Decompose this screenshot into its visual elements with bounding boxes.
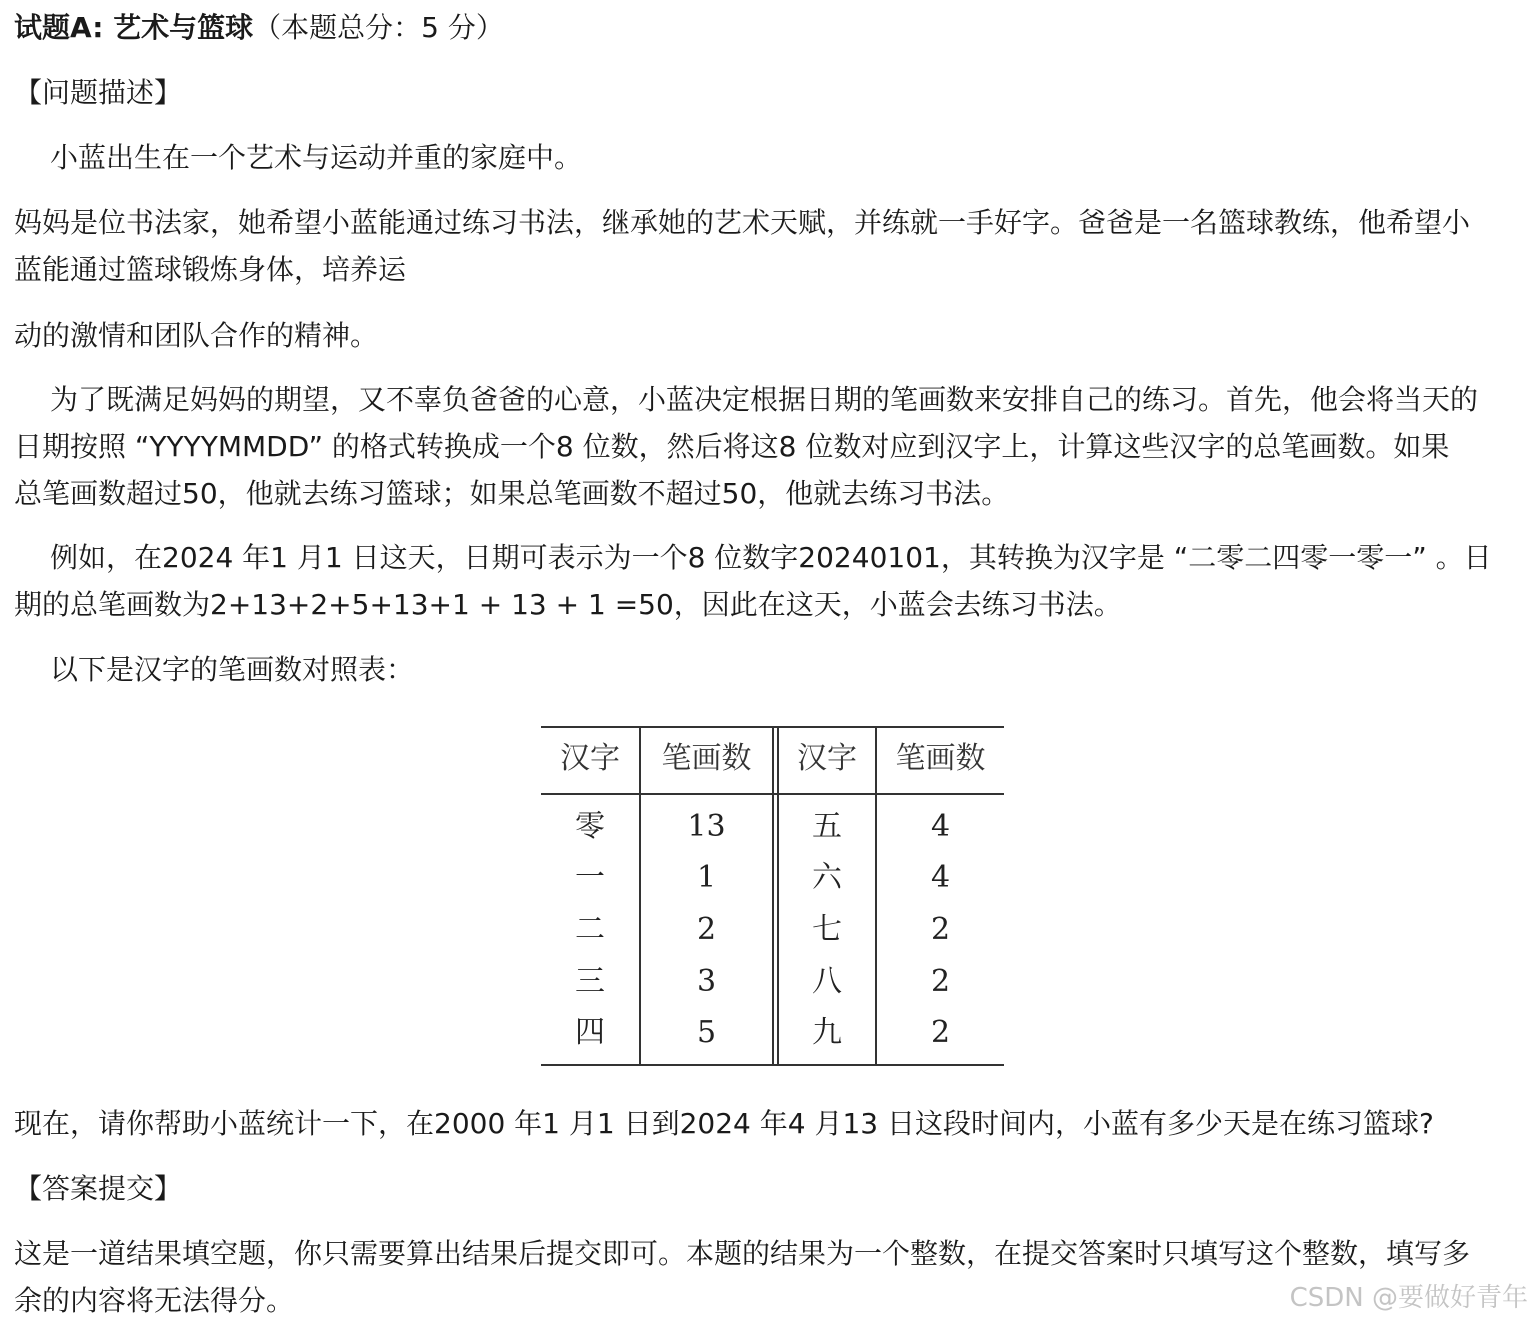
table-cell-strokes: 2 bbox=[696, 912, 717, 947]
stroke-count-table bbox=[541, 726, 1004, 1066]
paragraph-rule-line3: 总笔画数超过50，他就去练习篮球；如果总笔画数不超过50，他就去练习书法。 bbox=[14, 477, 1010, 510]
table-column-divider bbox=[875, 726, 877, 1066]
problem-score: （本题总分：5 分） bbox=[253, 11, 504, 44]
table-double-divider-left bbox=[772, 726, 774, 1066]
table-column-divider bbox=[639, 726, 641, 1066]
table-cell-strokes: 4 bbox=[930, 809, 951, 844]
paragraph-intro: 小蓝出生在一个艺术与运动并重的家庭中。 bbox=[50, 141, 583, 174]
description-heading: 【问题描述】 bbox=[14, 76, 183, 109]
table-cell-strokes: 13 bbox=[687, 809, 726, 844]
table-header-char: 汉字 bbox=[797, 741, 857, 776]
table-cell-char: 一 bbox=[575, 860, 605, 895]
table-cell-strokes: 4 bbox=[930, 860, 951, 895]
table-cell-char: 六 bbox=[812, 860, 842, 895]
paragraph-parents-line2: 蓝能通过篮球锻炼身体，培养运 bbox=[14, 253, 407, 286]
table-cell-char: 二 bbox=[575, 912, 605, 947]
table-cell-char: 三 bbox=[575, 964, 605, 999]
table-cell-strokes: 3 bbox=[696, 964, 717, 999]
table-cell-strokes: 2 bbox=[930, 964, 951, 999]
table-cell-char: 五 bbox=[812, 809, 842, 844]
table-cell-strokes: 1 bbox=[696, 860, 717, 895]
paragraph-answer-line2: 余的内容将无法得分。 bbox=[14, 1284, 295, 1317]
paragraph-rule-line2: 日期按照 “YYYYMMDD” 的格式转换成一个8 位数，然后将这8 位数对应到汉字上，计算这些汉字的总笔画数。如果 bbox=[14, 430, 1450, 463]
problem-title bbox=[14, 11, 504, 45]
paragraph-spirit: 动的激情和团队合作的精神。 bbox=[14, 319, 379, 352]
paragraph-answer-line1: 这是一道结果填空题，你只需要算出结果后提交即可。本题的结果为一个整数，在提交答案时只填写这个整数，填写多 bbox=[14, 1237, 1471, 1270]
csdn-watermark: CSDN @要做好青年 bbox=[1289, 1283, 1528, 1313]
paragraph-question: 现在，请你帮助小蓝统计一下，在2000 年1 月1 日到2024 年4 月13 日这段时间内，小蓝有多少天是在练习篮球? bbox=[14, 1107, 1434, 1140]
problem-title-main: 试题A: 艺术与篮球 bbox=[14, 11, 254, 44]
table-cell-strokes: 5 bbox=[696, 1015, 717, 1050]
paragraph-parents-line1: 妈妈是位书法家，她希望小蓝能通过练习书法，继承她的艺术天赋，并练就一手好字。爸爸是一名篮球教练，他希望小 bbox=[14, 206, 1471, 239]
table-cell-char: 四 bbox=[575, 1015, 605, 1050]
paragraph-rule-line1: 为了既满足妈妈的期望，又不辜负爸爸的心意，小蓝决定根据日期的笔画数来安排自己的练习。首先，他会将当天的 bbox=[50, 383, 1479, 416]
table-header-strokes: 笔画数 bbox=[661, 741, 752, 776]
table-cell-strokes: 2 bbox=[930, 1015, 951, 1050]
table-header-char: 汉字 bbox=[560, 741, 620, 776]
paragraph-example-line2: 期的总笔画数为2+13+2+5+13+1 + 13 + 1 =50，因此在这天，小蓝会去练习书法。 bbox=[14, 588, 1122, 621]
table-cell-strokes: 2 bbox=[930, 912, 951, 947]
table-cell-char: 七 bbox=[812, 912, 842, 947]
paragraph-table-intro: 以下是汉字的笔画数对照表： bbox=[50, 653, 415, 686]
table-cell-char: 零 bbox=[575, 809, 605, 844]
table-double-divider-right bbox=[777, 726, 779, 1066]
table-cell-char: 九 bbox=[812, 1015, 842, 1050]
answer-heading: 【答案提交】 bbox=[14, 1172, 183, 1205]
table-cell-char: 八 bbox=[812, 964, 842, 999]
table-header-strokes: 笔画数 bbox=[895, 741, 986, 776]
paragraph-example-line1: 例如，在2024 年1 月1 日这天，日期可表示为一个8 位数字20240101，其转换为汉字是 “二零二四零一零一” 。日 bbox=[50, 541, 1492, 574]
